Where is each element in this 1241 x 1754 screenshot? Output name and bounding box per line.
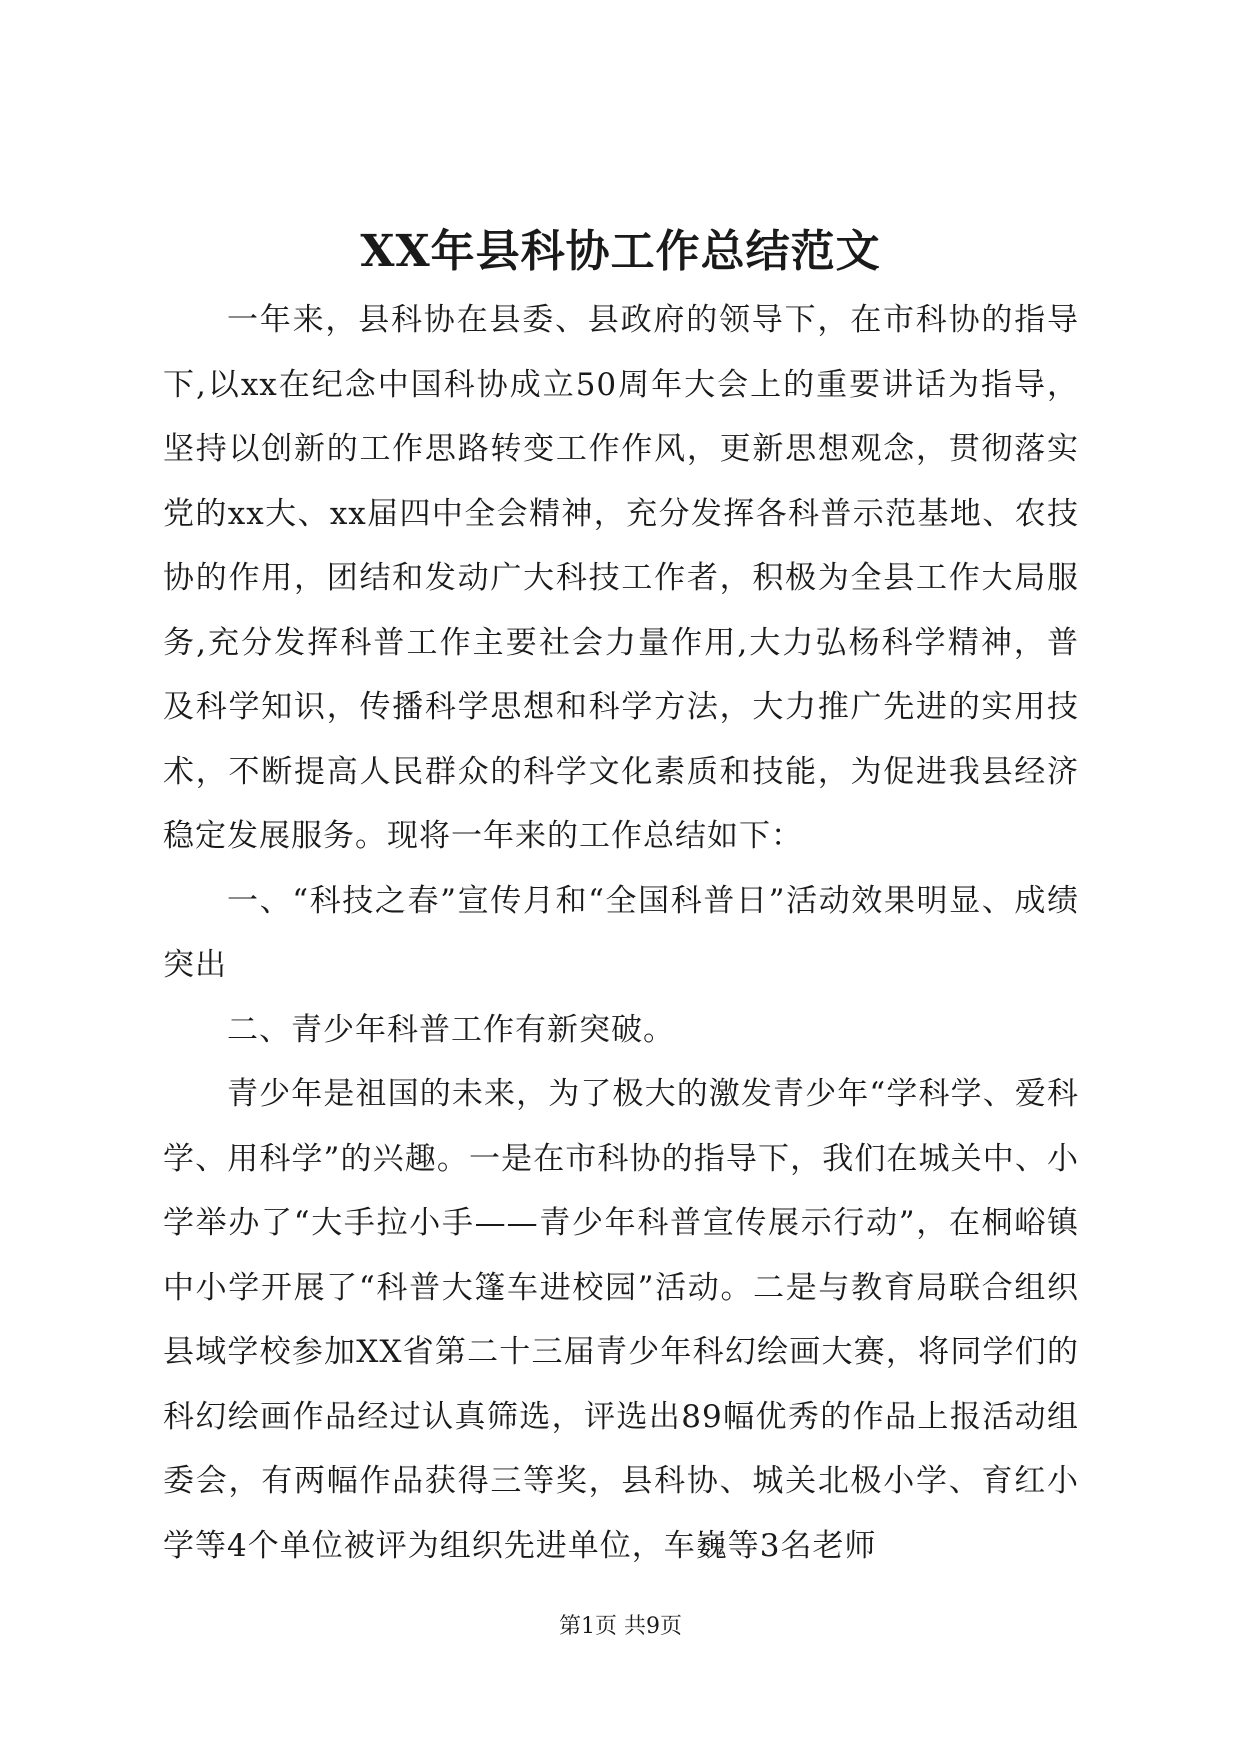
document-title: XX年县科协工作总结范文 <box>360 226 881 277</box>
paragraph-youth-work: 青少年是祖国的未来，为了极大的激发青少年“学科学、爱科学、用科学”的兴趣。一是在市科协的指导下，我们在城关中、小学举办了“大手拉小手——青少年科普宣传展示行动”，在桐峪镇中小学开展了“科普大篷车进校园”活动。二是与教育局联合组织县域学校参加XX省第二十三届青少年科幻绘画大赛，将同学们的科幻绘画作品经过认真筛选，评选出89幅优秀的作品上报活动组委会，有两幅作品获得三等奖，县科协、城关北极小学、育红小学等4个单位被评为组织先进单位，车巍等3名老师 <box>163 1076 1079 1564</box>
page-number-footer: 第1页 共9页 <box>559 1614 682 1639</box>
paragraph-section-two: 二、青少年科普工作有新突破。 <box>227 1011 675 1048</box>
document-body <box>163 288 1079 1578</box>
paragraph-section-one: 一、“科技之春”宣传月和“全国科普日”活动效果明显、成绩突出 <box>163 882 1079 983</box>
paragraph-intro: 一年来，县科协在县委、县政府的领导下，在市科协的指导下,以xx在纪念中国科协成立50周年大会上的重要讲话为指导，坚持以创新的工作思路转变工作作风，更新思想观念，贯彻落实党的xx大、xx届四中全会精神，充分发挥各科普示范基地、农技协的作用，团结和发动广大科技工作者，积极为全县工作大局服务,充分发挥科普工作主要社会力量作用,大力弘杨科学精神，普及科学知识，传播科学思想和科学方法，大力推广先进的实用技术，不断提高人民群众的科学文化素质和技能，为促进我县经济稳定发展服务。现将一年来的工作总结如下： <box>163 302 1079 854</box>
